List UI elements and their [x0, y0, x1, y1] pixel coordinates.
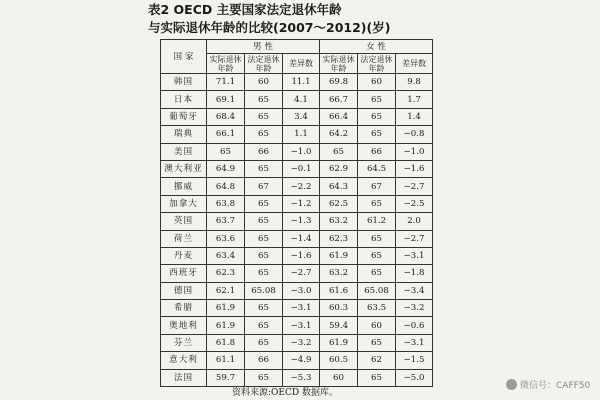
cell-country: 加拿大	[161, 195, 207, 212]
cell-m-actual: 59.7	[207, 369, 245, 386]
cell-f-legal: 65	[358, 91, 396, 108]
cell-f-legal: 65	[358, 126, 396, 143]
cell-m-diff: −1.3	[283, 213, 320, 230]
cell-m-actual: 64.8	[207, 178, 245, 195]
cell-m-actual: 61.8	[207, 334, 245, 351]
cell-m-actual: 63.4	[207, 247, 245, 264]
cell-f-legal: 65.08	[358, 282, 396, 299]
cell-f-actual: 64.2	[320, 126, 358, 143]
cell-f-diff: 9.8	[396, 74, 433, 91]
header-female: 女 性	[320, 40, 433, 54]
cell-m-actual: 62.3	[207, 265, 245, 282]
watermark	[506, 378, 590, 391]
table-row	[161, 143, 433, 160]
cell-m-diff: 11.1	[283, 74, 320, 91]
table-row	[161, 300, 433, 317]
header-female-legal: 法定退休年龄	[358, 54, 396, 74]
cell-m-actual: 61.9	[207, 317, 245, 334]
cell-m-actual: 63.6	[207, 230, 245, 247]
cell-f-diff: −3.1	[396, 334, 433, 351]
cell-f-actual: 62.3	[320, 230, 358, 247]
header-male-actual: 实际退休年龄	[207, 54, 245, 74]
cell-f-legal: 65	[358, 369, 396, 386]
header-male: 男 性	[207, 40, 320, 54]
cell-m-legal: 65	[245, 369, 283, 386]
table-row	[161, 108, 433, 125]
cell-f-legal: 65	[358, 334, 396, 351]
cell-f-actual: 61.6	[320, 282, 358, 299]
cell-m-legal: 65	[245, 265, 283, 282]
table-row	[161, 160, 433, 177]
cell-f-legal: 65	[358, 265, 396, 282]
cell-m-actual: 63.7	[207, 213, 245, 230]
cell-f-actual: 61.9	[320, 247, 358, 264]
cell-country: 挪威	[161, 178, 207, 195]
cell-m-diff: −1.2	[283, 195, 320, 212]
cell-m-diff: 4.1	[283, 91, 320, 108]
cell-f-diff: −3.1	[396, 247, 433, 264]
cell-f-actual: 61.9	[320, 334, 358, 351]
cell-m-diff: −1.0	[283, 143, 320, 160]
cell-m-actual: 66.1	[207, 126, 245, 143]
cell-m-actual: 69.1	[207, 91, 245, 108]
cell-f-actual: 60.5	[320, 352, 358, 369]
header-male-diff: 差异数	[283, 54, 320, 74]
cell-m-legal: 65.08	[245, 282, 283, 299]
cell-country: 荷兰	[161, 230, 207, 247]
cell-f-actual: 63.2	[320, 213, 358, 230]
table-row	[161, 265, 433, 282]
table-row	[161, 213, 433, 230]
cell-m-legal: 65	[245, 213, 283, 230]
table-row	[161, 195, 433, 212]
cell-f-diff: −1.5	[396, 352, 433, 369]
cell-f-actual: 66.7	[320, 91, 358, 108]
cell-f-legal: 64.5	[358, 160, 396, 177]
cell-country: 澳大利亚	[161, 160, 207, 177]
cell-country: 美国	[161, 143, 207, 160]
cell-f-diff: −0.8	[396, 126, 433, 143]
cell-m-actual: 65	[207, 143, 245, 160]
cell-f-diff: −3.2	[396, 300, 433, 317]
watermark-text: 微信号：CAFF50	[520, 381, 591, 391]
wechat-icon	[506, 379, 517, 390]
header-female-actual: 实际退休年龄	[320, 54, 358, 74]
cell-f-legal: 60	[358, 317, 396, 334]
cell-m-legal: 67	[245, 178, 283, 195]
header-female-diff: 差异数	[396, 54, 433, 74]
cell-f-diff: −0.6	[396, 317, 433, 334]
cell-f-diff: 1.4	[396, 108, 433, 125]
cell-m-actual: 71.1	[207, 74, 245, 91]
cell-m-legal: 60	[245, 74, 283, 91]
cell-f-legal: 61.2	[358, 213, 396, 230]
cell-m-legal: 65	[245, 334, 283, 351]
source-note: 资料来源:OECD 数据库。	[232, 388, 338, 398]
header-country: 国 家	[161, 40, 207, 74]
cell-m-diff: −2.2	[283, 178, 320, 195]
cell-f-legal: 62	[358, 352, 396, 369]
cell-country: 英国	[161, 213, 207, 230]
cell-f-legal: 65	[358, 195, 396, 212]
cell-f-legal: 67	[358, 178, 396, 195]
cell-m-actual: 63.8	[207, 195, 245, 212]
cell-f-legal: 65	[358, 247, 396, 264]
cell-m-legal: 65	[245, 91, 283, 108]
cell-country: 德国	[161, 282, 207, 299]
cell-country: 希腊	[161, 300, 207, 317]
cell-m-actual: 61.9	[207, 300, 245, 317]
table-row	[161, 317, 433, 334]
cell-m-diff: −0.1	[283, 160, 320, 177]
cell-f-legal: 63.5	[358, 300, 396, 317]
cell-f-diff: −1.8	[396, 265, 433, 282]
cell-f-diff: −5.0	[396, 369, 433, 386]
cell-m-legal: 65	[245, 195, 283, 212]
cell-m-legal: 65	[245, 108, 283, 125]
cell-m-diff: 3.4	[283, 108, 320, 125]
cell-m-diff: −5.3	[283, 369, 320, 386]
cell-f-diff: 1.7	[396, 91, 433, 108]
cell-f-diff: −2.7	[396, 178, 433, 195]
cell-f-actual: 66.4	[320, 108, 358, 125]
cell-country: 西班牙	[161, 265, 207, 282]
cell-m-legal: 65	[245, 160, 283, 177]
cell-m-actual: 62.1	[207, 282, 245, 299]
cell-f-actual: 69.8	[320, 74, 358, 91]
cell-f-diff: −2.5	[396, 195, 433, 212]
caption-line-1: 表2 OECD 主要国家法定退休年龄	[148, 2, 342, 17]
cell-f-actual: 62.9	[320, 160, 358, 177]
table-row	[161, 282, 433, 299]
cell-country: 意大利	[161, 352, 207, 369]
header-male-legal: 法定退休年龄	[245, 54, 283, 74]
cell-f-diff: −2.7	[396, 230, 433, 247]
cell-m-legal: 65	[245, 126, 283, 143]
cell-f-actual: 60.3	[320, 300, 358, 317]
cell-country: 日本	[161, 91, 207, 108]
table-row	[161, 369, 433, 386]
cell-country: 丹麦	[161, 247, 207, 264]
table-row	[161, 126, 433, 143]
cell-m-diff: −4.9	[283, 352, 320, 369]
table-row	[161, 247, 433, 264]
table-caption	[148, 1, 448, 37]
cell-m-actual: 61.1	[207, 352, 245, 369]
cell-m-actual: 64.9	[207, 160, 245, 177]
cell-m-diff: −3.2	[283, 334, 320, 351]
table-row	[161, 352, 433, 369]
cell-f-diff: −3.4	[396, 282, 433, 299]
cell-f-actual: 65	[320, 143, 358, 160]
cell-f-legal: 60	[358, 74, 396, 91]
cell-country: 奥地利	[161, 317, 207, 334]
cell-f-legal: 65	[358, 108, 396, 125]
cell-m-legal: 66	[245, 352, 283, 369]
retirement-age-table	[160, 39, 433, 387]
cell-country: 瑞典	[161, 126, 207, 143]
cell-m-diff: −1.6	[283, 247, 320, 264]
cell-m-diff: −3.1	[283, 300, 320, 317]
cell-m-legal: 65	[245, 230, 283, 247]
table-body	[161, 74, 433, 387]
cell-country: 法国	[161, 369, 207, 386]
table-row	[161, 178, 433, 195]
cell-m-legal: 65	[245, 300, 283, 317]
cell-f-legal: 65	[358, 230, 396, 247]
cell-f-actual: 63.2	[320, 265, 358, 282]
cell-f-diff: −1.0	[396, 143, 433, 160]
cell-m-legal: 66	[245, 143, 283, 160]
cell-m-legal: 65	[245, 247, 283, 264]
table-row	[161, 91, 433, 108]
cell-m-diff: −3.1	[283, 317, 320, 334]
caption-line-2: 与实际退休年龄的比较(2007～2012)(岁)	[148, 20, 391, 35]
table-row	[161, 74, 433, 91]
cell-m-diff: −3.0	[283, 282, 320, 299]
cell-country: 葡萄牙	[161, 108, 207, 125]
cell-f-actual: 64.3	[320, 178, 358, 195]
cell-f-actual: 60	[320, 369, 358, 386]
cell-f-diff: 2.0	[396, 213, 433, 230]
cell-f-actual: 59.4	[320, 317, 358, 334]
cell-m-legal: 65	[245, 317, 283, 334]
cell-f-legal: 66	[358, 143, 396, 160]
cell-f-diff: −1.6	[396, 160, 433, 177]
table-row	[161, 230, 433, 247]
cell-country: 芬兰	[161, 334, 207, 351]
cell-country: 韩国	[161, 74, 207, 91]
table-row	[161, 334, 433, 351]
cell-m-actual: 68.4	[207, 108, 245, 125]
cell-m-diff: −2.7	[283, 265, 320, 282]
cell-m-diff: 1.1	[283, 126, 320, 143]
cell-m-diff: −1.4	[283, 230, 320, 247]
cell-f-actual: 62.5	[320, 195, 358, 212]
